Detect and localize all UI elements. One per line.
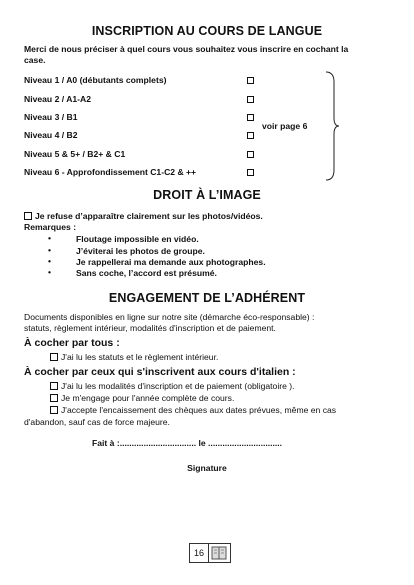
level-5-label: Niveau 5 & 5+ / B2+ & C1 <box>24 149 126 159</box>
section-title-engagement: ENGAGEMENT DE L’ADHÉRENT <box>108 291 306 305</box>
statutes-row[interactable] <box>50 352 218 362</box>
signature-label: Signature <box>187 463 227 473</box>
remarks-label: Remarques : <box>24 222 77 232</box>
refuse-photo-row[interactable] <box>24 211 263 222</box>
bullet: • <box>48 233 52 243</box>
bullet: • <box>48 256 52 266</box>
level-5-checkbox[interactable] <box>247 151 254 158</box>
statutes-checkbox[interactable] <box>50 353 58 361</box>
level-2-label: Niveau 2 / A1-A2 <box>24 94 92 104</box>
italian-heading: À cocher par ceux qui s'inscrivent aux cours d'italien : <box>24 366 296 378</box>
level-1-label: Niveau 1 / A0 (débutants complets) <box>24 75 167 85</box>
level-3-checkbox[interactable] <box>247 114 254 121</box>
level-4-label: Niveau 4 / B2 <box>24 130 78 140</box>
level-1-checkbox[interactable] <box>247 77 254 84</box>
cheques-continuation: d'abandon, sauf cas de force majeure. <box>24 417 170 427</box>
full-year-row[interactable] <box>50 393 234 403</box>
full-year-checkbox[interactable] <box>50 394 58 402</box>
refuse-photo-checkbox[interactable] <box>24 212 32 220</box>
documents-line-2: statuts, règlement intérieur, modalités d'inscription et de paiement. <box>24 323 276 333</box>
see-page-note: voir page 6 <box>262 121 308 131</box>
full-year-label: Je m'engage pour l'année complète de cours. <box>61 393 235 403</box>
place-date-field[interactable]: Fait à :................................ le ............................... <box>92 438 283 448</box>
bullet: • <box>48 267 52 277</box>
modalities-row[interactable] <box>50 381 295 391</box>
level-2-checkbox[interactable] <box>247 96 254 103</box>
book-icon <box>209 544 230 562</box>
modalities-checkbox[interactable] <box>50 382 58 390</box>
level-6-checkbox[interactable] <box>247 169 254 176</box>
page-number: 16 <box>190 544 209 562</box>
statutes-label: J'ai lu les statuts et le règlement intérieur. <box>61 352 219 362</box>
remark-item: J’éviterai les photos de groupe. <box>76 246 205 256</box>
cheques-checkbox[interactable] <box>50 406 58 414</box>
refuse-photo-label: Je refuse d’apparaître clairement sur les photos/vidéos. <box>35 211 263 221</box>
modalities-label: J'ai lu les modalités d'inscription et de paiement (obligatoire ). <box>61 381 295 391</box>
page-number-box <box>189 543 231 563</box>
documents-line-1: Documents disponibles en ligne sur notre site (démarche éco-responsable) : <box>24 312 315 322</box>
intro-text: Merci de nous préciser à quel cours vous souhaitez vous inscrire en cochant la case. <box>24 44 349 65</box>
level-6-label: Niveau 6 - Approfondissement C1-C2 & ++ <box>24 167 197 177</box>
cheques-label: J'accepte l'encaissement des chèques aux dates prévues, même en cas <box>61 405 337 415</box>
bullet: • <box>48 245 52 255</box>
level-4-checkbox[interactable] <box>247 132 254 139</box>
remark-item: Je rappellerai ma demande aux photographes. <box>76 257 266 267</box>
curly-brace-icon <box>320 70 340 182</box>
section-title-inscription: INSCRIPTION AU COURS DE LANGUE <box>91 24 323 38</box>
remark-item: Floutage impossible en vidéo. <box>76 234 199 244</box>
section-title-image-rights: DROIT À L’IMAGE <box>153 188 261 202</box>
remark-item: Sans coche, l’accord est présumé. <box>76 268 217 278</box>
all-heading: À cocher par tous : <box>24 337 120 349</box>
cheques-row[interactable] <box>50 405 336 415</box>
level-3-label: Niveau 3 / B1 <box>24 112 78 122</box>
